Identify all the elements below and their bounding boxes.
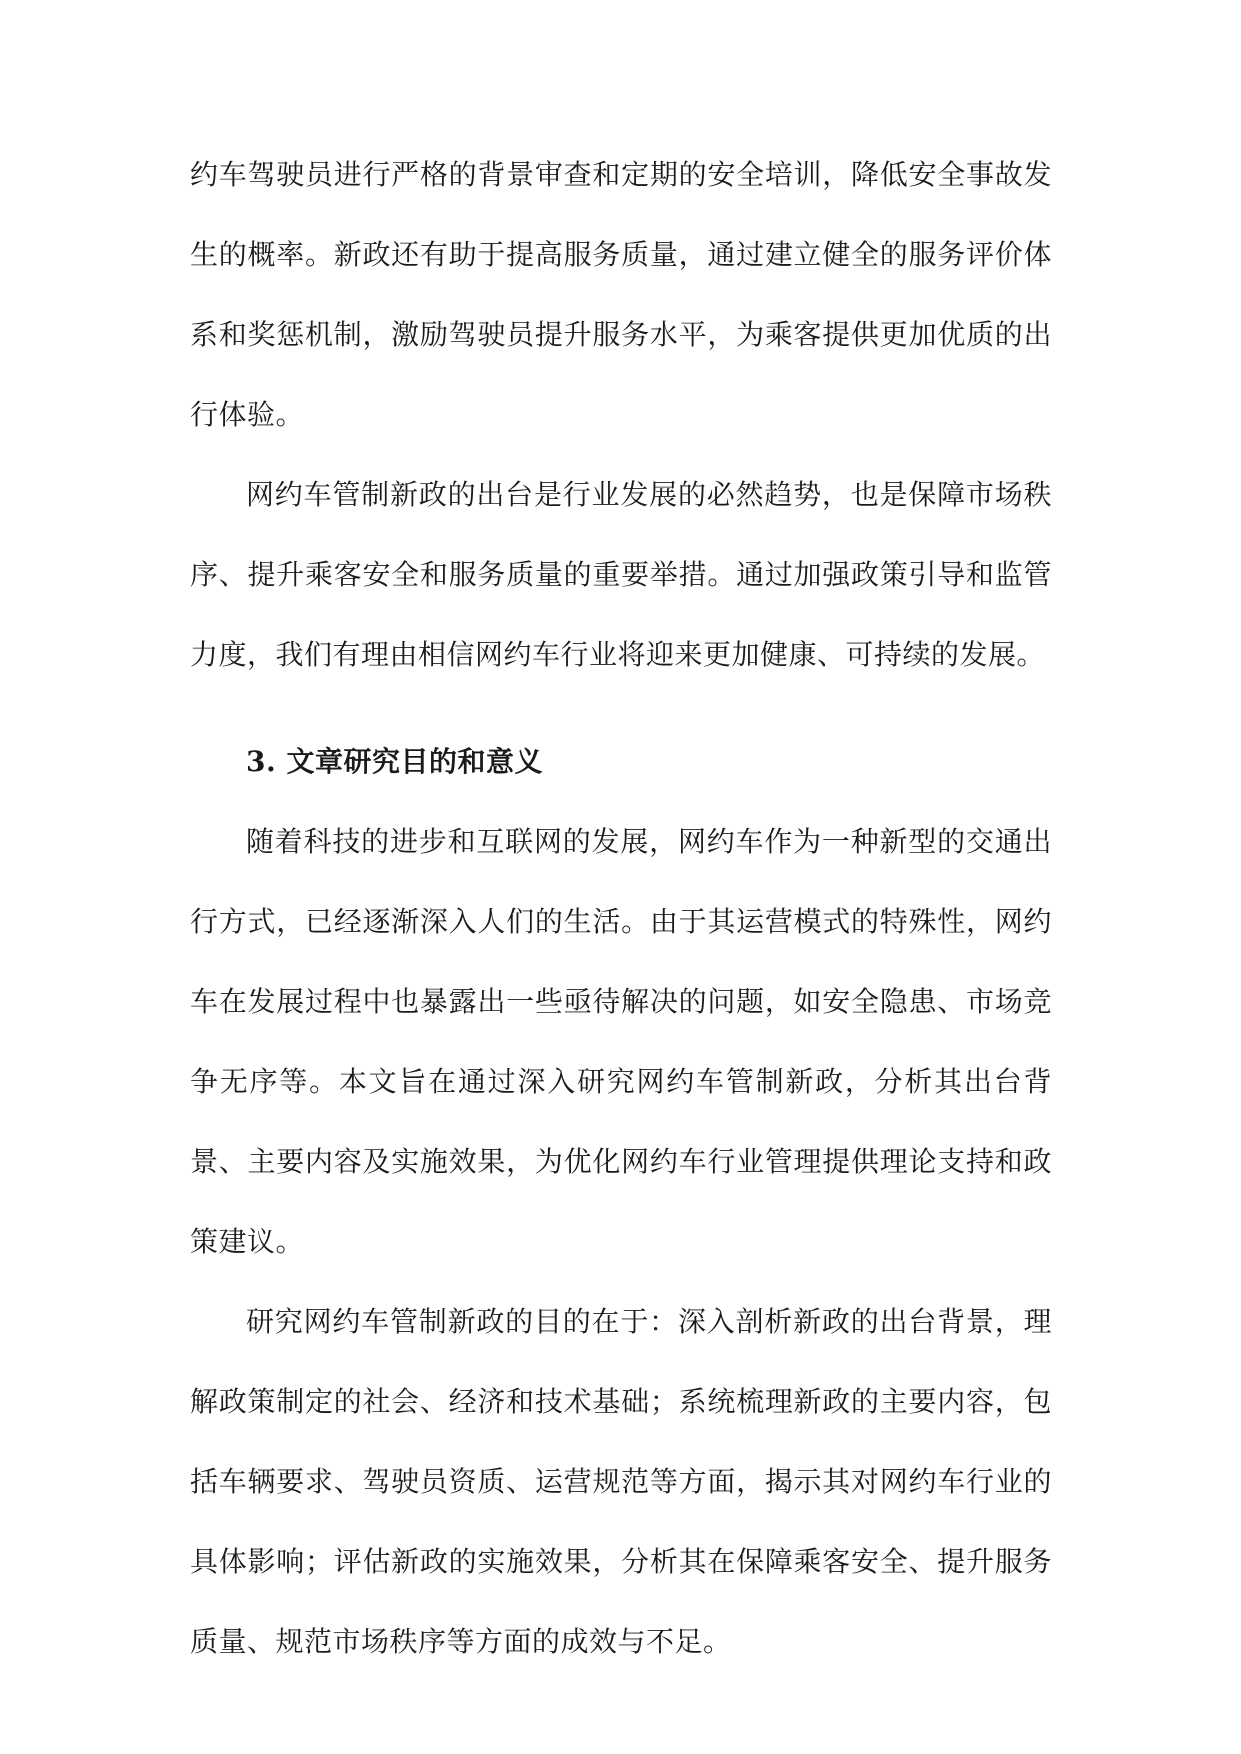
paragraph-policy-trend: 网约车管制新政的出台是行业发展的必然趋势，也是保障市场秩序、提升乘客安全和服务质量的重要举措。通过加强政策引导和监管力度，我们有理由相信网约车行业将迎来更加健康、可持续的发展。 — [190, 478, 1052, 671]
paragraph-research-background: 随着科技的进步和互联网的发展，网约车作为一种新型的交通出行方式，已经逐渐深入人们的生活。由于其运营模式的特殊性，网约车在发展过程中也暴露出一些亟待解决的问题，如安全隐患、市场竞争无序等。本文旨在通过深入研究网约车管制新政，分析其出台背景、主要内容及实施效果，为优化网约车行业管理提供理论支持和政策建议。 — [190, 825, 1052, 1258]
paragraph-safety-service: 约车驾驶员进行严格的背景审查和定期的安全培训，降低安全事故发生的概率。新政还有助于提高服务质量，通过建立健全的服务评价体系和奖惩机制，激励驾驶员提升服务水平，为乘客提供更加优质的出行体验。 — [190, 158, 1052, 431]
document-page — [190, 135, 1052, 1682]
paragraph-research-purpose: 研究网约车管制新政的目的在于：深入剖析新政的出台背景，理解政策制定的社会、经济和技术基础；系统梳理新政的主要内容，包括车辆要求、驾驶员资质、运营规范等方面，揭示其对网约车行业的具体影响；评估新政的实施效果，分析其在保障乘客安全、提升服务质量、规范市场秩序等方面的成效与不足。 — [190, 1305, 1052, 1658]
section-heading: 3. 文章研究目的和意义 — [246, 745, 543, 778]
